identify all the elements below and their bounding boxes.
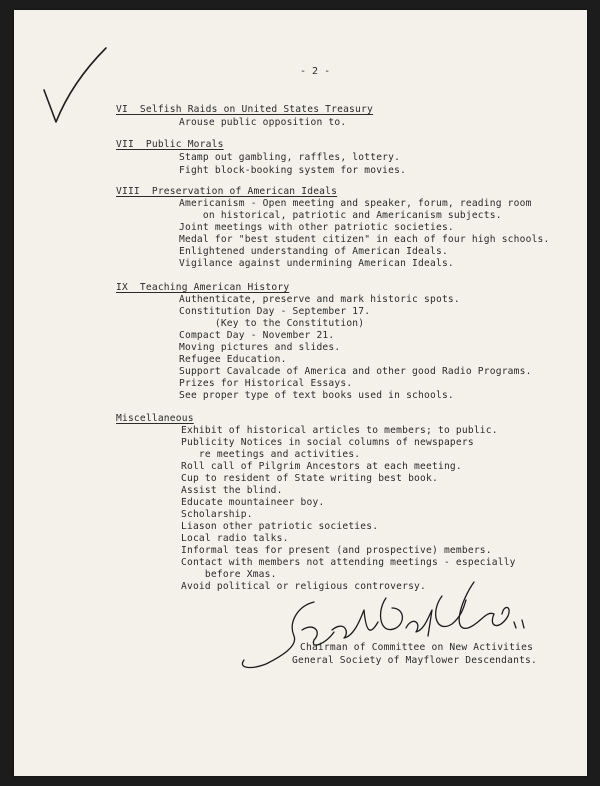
signature-title-line: General Society of Mayflower Descendants. (292, 655, 538, 666)
section-heading: VI Selfish Raids on United States Treasury (116, 104, 373, 115)
section-heading: VII Public Morals (116, 139, 224, 150)
page-number: - 2 - (300, 66, 331, 77)
section-item: Support Cavalcade of America and other good Radio Programs. (179, 366, 532, 377)
section-item: Local radio talks. (181, 533, 289, 544)
section-heading: IX Teaching American History (116, 282, 290, 293)
section-item: Joint meetings with other patriotic societies. (179, 222, 454, 233)
section-item: on historical, patriotic and Americanism subjects. (179, 210, 502, 221)
section-heading: Miscellaneous (116, 413, 194, 424)
section-heading: VIII Preservation of American Ideals (116, 186, 338, 197)
section-item: Americanism - Open meeting and speaker, forum, reading room (179, 198, 532, 209)
document-page (14, 10, 587, 776)
section-item: Vigilance against undermining American Ideals. (179, 258, 454, 269)
handwriting-layer (14, 10, 587, 776)
section-item: Scholarship. (181, 509, 253, 520)
signature-title-line: Chairman of Committee on New Activities (300, 642, 534, 653)
section-item: See proper type of text books used in schools. (179, 390, 454, 401)
section-item: Authenticate, preserve and mark historic spots. (179, 294, 460, 305)
section-item: Contact with members not attending meetings - especially (181, 557, 516, 568)
section-item: before Xmas. (181, 569, 277, 580)
section-item: Refugee Education. (179, 354, 287, 365)
check-mark-icon (44, 48, 106, 122)
section-item: Exhibit of historical articles to members; to public. (181, 425, 498, 436)
section-item: Compact Day - November 21. (179, 330, 335, 341)
section-item: Informal teas for present (and prospective) members. (181, 545, 492, 556)
section-item: Liason other patriotic societies. (181, 521, 379, 532)
section-item: Educate mountaineer boy. (181, 497, 325, 508)
section-item: re meetings and activities. (181, 449, 361, 460)
section-item: Publicity Notices in social columns of newspapers (181, 437, 474, 448)
section-item: Cup to resident of State writing best book. (181, 473, 438, 484)
section-item: Enlightened understanding of American Ideals. (179, 246, 448, 257)
section-item: Assist the blind. (181, 485, 283, 496)
section-item: Prizes for Historical Essays. (179, 378, 353, 389)
handwritten-signature (242, 582, 524, 667)
section-item: (Key to the Constitution) (179, 318, 365, 329)
section-item: Roll call of Pilgrim Ancestors at each meeting. (181, 461, 462, 472)
section-item: Arouse public opposition to. (179, 117, 347, 128)
section-item: Medal for "best student citizen" in each of four high schools. (179, 234, 550, 245)
section-item: Stamp out gambling, raffles, lottery. (179, 152, 401, 163)
section-item: Moving pictures and slides. (179, 342, 341, 353)
section-item: Avoid political or religious controversy. (181, 581, 427, 592)
section-item: Fight block-booking system for movies. (179, 165, 407, 176)
section-item: Constitution Day - September 17. (179, 306, 371, 317)
